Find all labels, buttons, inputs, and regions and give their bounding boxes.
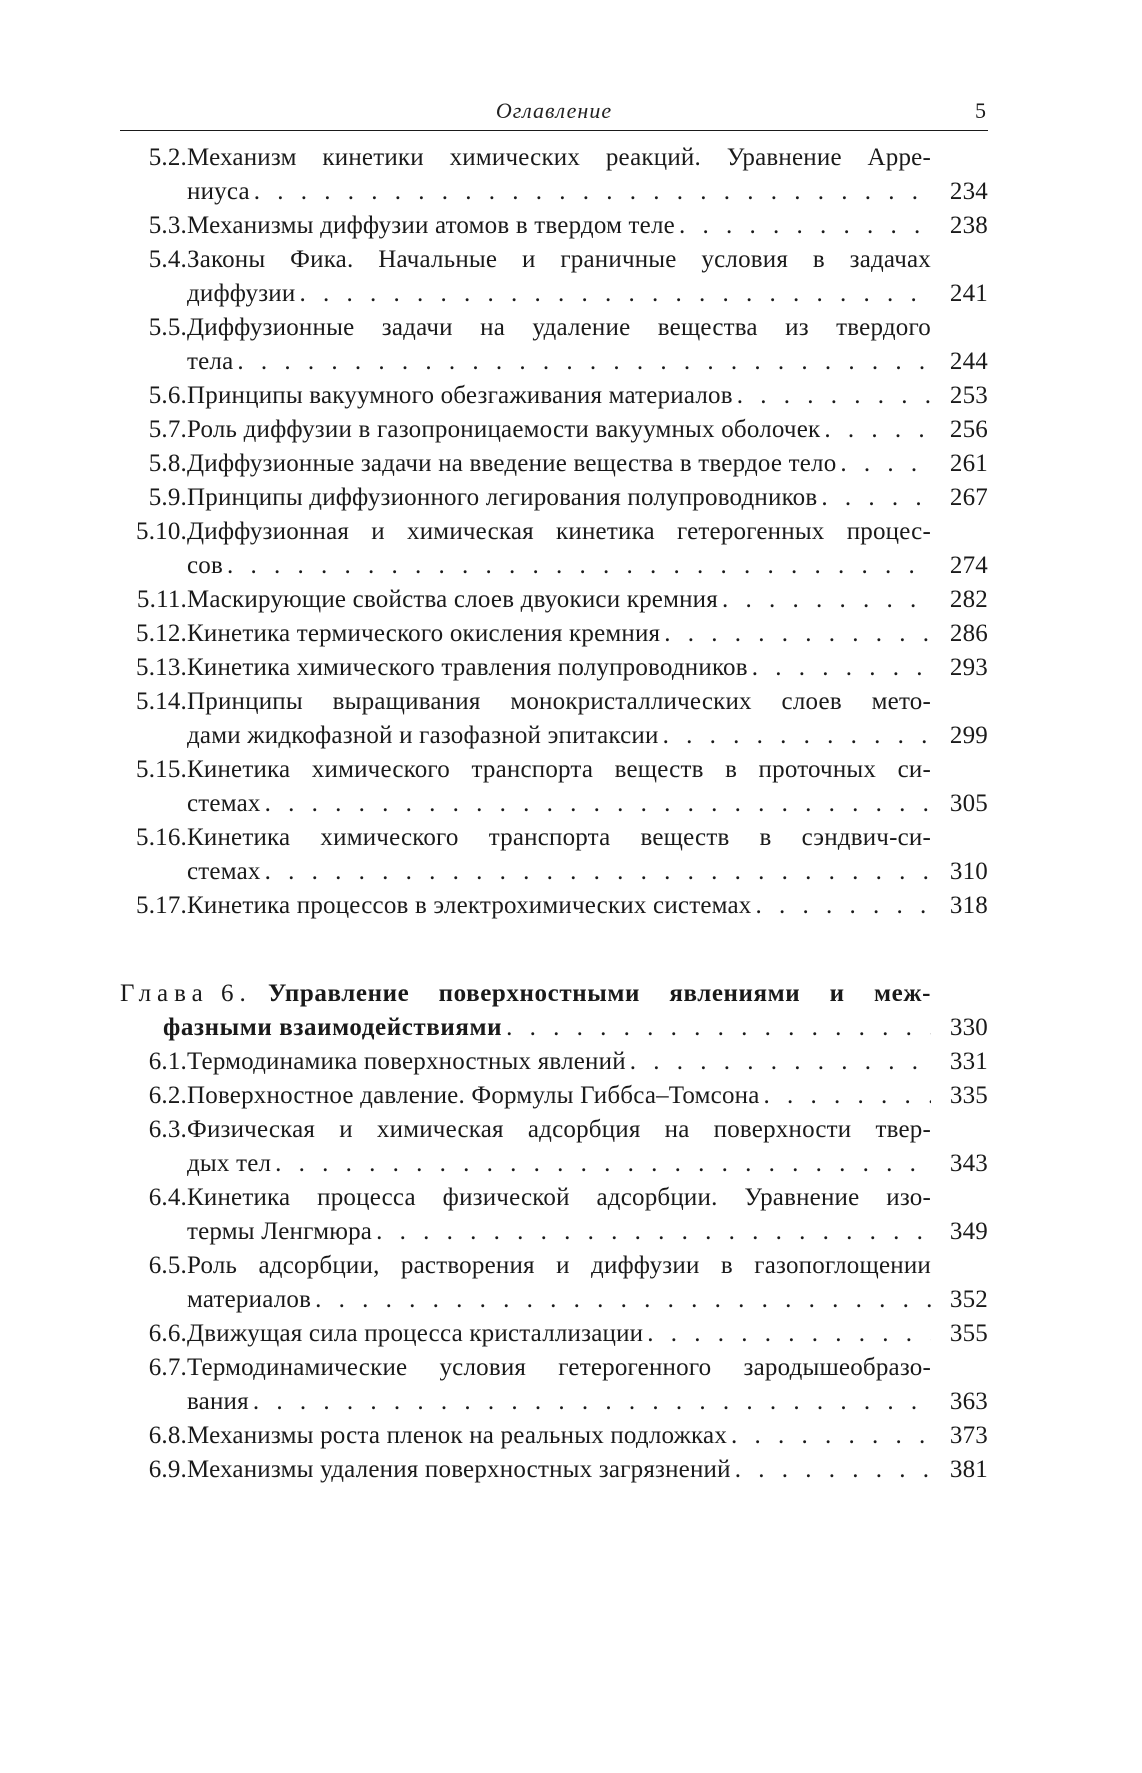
page-reference: 355 xyxy=(949,1320,988,1347)
dot-leader xyxy=(265,857,931,886)
toc-entry-text: материалов xyxy=(187,1286,312,1313)
toc-entry-line xyxy=(187,313,931,347)
toc-entry-line xyxy=(187,347,931,381)
toc-entry-text: Термодинамические условия гетерогенного зародышеобразо- xyxy=(187,1354,931,1381)
section-number: 6.9. xyxy=(148,1456,187,1483)
toc-entry-text: Кинетика химического травления полупроводников xyxy=(187,654,748,681)
toc-entry-text: стемах xyxy=(187,790,261,817)
dot-leader xyxy=(237,347,931,376)
dot-leader xyxy=(630,1047,931,1076)
page-reference: 331 xyxy=(949,1048,988,1075)
running-header-title: Оглавление xyxy=(495,98,613,123)
toc-entry-text: Принципы выращивания монокристаллических слоев мето- xyxy=(187,688,931,715)
page-reference: 330 xyxy=(949,1014,988,1041)
page-reference: 234 xyxy=(949,178,988,205)
toc-entry-line xyxy=(187,721,931,755)
section-number: 5.4. xyxy=(148,246,187,273)
section-number: 6.6. xyxy=(148,1320,187,1347)
toc-entry-text: Кинетика процессов в электрохимических системах xyxy=(187,892,752,919)
page-number: 5 xyxy=(975,98,986,123)
section-number: 5.13. xyxy=(136,654,187,681)
toc-entry-text: Термодинамика поверхностных явлений xyxy=(187,1048,626,1075)
toc-entry-line xyxy=(187,279,931,313)
toc-entry-text: Кинетика химического транспорта веществ в сэндвич-си- xyxy=(187,824,931,851)
dot-leader xyxy=(755,891,931,920)
section-number: 5.2. xyxy=(148,144,187,171)
dot-leader xyxy=(265,789,931,818)
section-number: 6.7. xyxy=(148,1354,187,1381)
page-reference: 373 xyxy=(949,1422,988,1449)
page-reference: 310 xyxy=(949,858,988,885)
page-reference: 335 xyxy=(949,1082,988,1109)
toc-entry-text: Механизмы роста пленок на реальных подложках xyxy=(187,1422,728,1449)
toc-entry-line xyxy=(187,177,931,211)
page-reference: 293 xyxy=(949,654,988,681)
dot-leader xyxy=(663,721,931,750)
page-reference: 349 xyxy=(949,1218,988,1245)
page-reference: 256 xyxy=(949,416,988,443)
section-number: 5.17. xyxy=(136,892,187,919)
toc-entry-text: Движущая сила процесса кристаллизации xyxy=(187,1320,644,1347)
toc-entry-line xyxy=(187,1421,931,1455)
section-number: 5.14. xyxy=(136,688,187,715)
toc-entry-line xyxy=(187,449,931,483)
dot-leader xyxy=(227,551,931,580)
toc-entry-text: Законы Фика. Начальные и граничные условия в задачах xyxy=(187,246,931,273)
toc-entry-line xyxy=(187,1455,931,1489)
section-number: 5.7. xyxy=(148,416,187,443)
page-reference: 274 xyxy=(949,552,988,579)
toc-entry-line xyxy=(187,789,931,823)
toc-entry-text: ниуса xyxy=(187,178,250,205)
toc-entry-text: Механизм кинетики химических реакций. Уравнение Арре- xyxy=(187,144,931,171)
toc-entry-line xyxy=(187,857,931,891)
toc-entry-line xyxy=(187,619,931,653)
running-header xyxy=(120,96,988,131)
toc-entry-line xyxy=(187,1353,931,1387)
section-number: 5.12. xyxy=(136,620,187,647)
toc-entry-line xyxy=(187,211,931,245)
toc-entry-text: Маскирующие свойства слоев двуокиси кремния xyxy=(187,586,718,613)
page-reference: 238 xyxy=(949,212,988,239)
page-reference: 244 xyxy=(949,348,988,375)
toc-entry-text: Физическая и химическая адсорбция на поверхности твер- xyxy=(187,1116,931,1143)
toc-entry-line xyxy=(187,653,931,687)
toc-entry-line xyxy=(187,687,931,721)
toc-entry-text: дых тел xyxy=(187,1150,272,1177)
dot-leader xyxy=(840,449,931,478)
toc-entry-line xyxy=(187,891,931,925)
dot-leader xyxy=(315,1285,931,1314)
toc-entry-line xyxy=(187,1115,931,1149)
toc-entry-text: Кинетика процесса физической адсорбции. Уравнение изо- xyxy=(187,1184,931,1211)
page-reference: 299 xyxy=(949,722,988,749)
toc-entry-line xyxy=(187,551,931,585)
page-reference: 352 xyxy=(949,1286,988,1313)
toc-entry-text: Механизмы диффузии атомов в твердом теле xyxy=(187,212,675,239)
dot-leader xyxy=(275,1149,931,1178)
toc-entry-text: сов xyxy=(187,552,224,579)
section-number: 5.9. xyxy=(148,484,187,511)
toc-entry-line xyxy=(187,823,931,857)
dot-leader xyxy=(254,177,931,206)
toc-entry-text: вания xyxy=(187,1388,249,1415)
toc-entry-text: Поверхностное давление. Формулы Гиббса–Томсона xyxy=(187,1082,760,1109)
toc-entry-line xyxy=(187,143,931,177)
toc-entry-line xyxy=(187,517,931,551)
dot-leader xyxy=(731,1421,931,1450)
chapter-title-text: фазными взаимодействиями xyxy=(163,1014,503,1041)
dot-leader xyxy=(821,483,931,512)
dot-leader xyxy=(737,381,931,410)
page-reference: 363 xyxy=(949,1388,988,1415)
page-reference: 305 xyxy=(949,790,988,817)
toc-entry-line xyxy=(187,1183,931,1217)
toc-entry-line xyxy=(187,1149,931,1183)
dot-leader xyxy=(664,619,931,648)
section-number: 6.5. xyxy=(148,1252,187,1279)
toc-entry-line xyxy=(187,381,931,415)
section-number: 5.15. xyxy=(136,756,187,783)
toc-entry-line xyxy=(187,1319,931,1353)
toc-entry-line xyxy=(187,1047,931,1081)
chapter-title-line xyxy=(163,1013,931,1047)
toc-entry-text: Кинетика термического окисления кремния xyxy=(187,620,661,647)
dot-leader xyxy=(647,1319,931,1348)
dot-leader xyxy=(735,1455,931,1484)
toc-entry-line xyxy=(187,483,931,517)
dot-leader xyxy=(299,279,931,308)
toc-entry-text: Диффузионные задачи на введение вещества в твердое тело xyxy=(187,450,837,477)
toc-entry-text: Диффузионные задачи на удаление вещества из твердого xyxy=(187,314,931,341)
toc-entry-text: дами жидкофазной и газофазной эпитаксии xyxy=(187,722,659,749)
section-number: 6.1. xyxy=(148,1048,187,1075)
toc-entry-text: стемах xyxy=(187,858,261,885)
page-reference: 343 xyxy=(949,1150,988,1177)
section-number: 6.8. xyxy=(148,1422,187,1449)
chapter-label: Глава 6. xyxy=(120,980,252,1007)
toc-entry-line xyxy=(187,1081,931,1115)
toc-entry-text: тела xyxy=(187,348,234,375)
section-number: 5.8. xyxy=(148,450,187,477)
section-number: 5.6. xyxy=(148,382,187,409)
page-reference: 318 xyxy=(949,892,988,919)
chapter-title-line: Управление поверхностными явлениями и меж- xyxy=(268,980,931,1007)
section-number: 5.3. xyxy=(148,212,187,239)
toc-entry-line xyxy=(187,755,931,789)
toc-entry-text: диффузии xyxy=(187,280,296,307)
toc-entry-text: термы Ленгмюра xyxy=(187,1218,373,1245)
section-number: 6.4. xyxy=(148,1184,187,1211)
page-reference: 261 xyxy=(949,450,988,477)
page-reference: 381 xyxy=(949,1456,988,1483)
page-reference: 267 xyxy=(949,484,988,511)
toc-entry-line xyxy=(187,585,931,619)
toc-entry-line xyxy=(187,245,931,279)
page-reference: 282 xyxy=(949,586,988,613)
toc-entry-text: Роль диффузии в газопроницаемости вакуумных оболочек xyxy=(187,416,821,443)
page-reference: 241 xyxy=(949,280,988,307)
dot-leader xyxy=(824,415,931,444)
toc-entry-text: Диффузионная и химическая кинетика гетерогенных процес- xyxy=(187,518,931,545)
dot-leader xyxy=(506,1013,931,1042)
toc-entry-line xyxy=(187,415,931,449)
toc-entry-line xyxy=(187,1251,931,1285)
dot-leader xyxy=(679,211,931,240)
section-number: 6.3. xyxy=(148,1116,187,1143)
toc-entry-text: Роль адсорбции, растворения и диффузии в газопоглощении xyxy=(187,1252,931,1279)
page-reference: 286 xyxy=(949,620,988,647)
toc-entry-text: Принципы вакуумного обезгаживания материалов xyxy=(187,382,733,409)
toc-entry-text: Механизмы удаления поверхностных загрязнений xyxy=(187,1456,731,1483)
toc-entry-line xyxy=(187,1285,931,1319)
toc-entry-line xyxy=(187,1387,931,1421)
toc-entry-text: Принципы диффузионного легирования полупроводников xyxy=(187,484,818,511)
dot-leader xyxy=(253,1387,931,1416)
section-number: 5.16. xyxy=(136,824,187,851)
dot-leader xyxy=(376,1217,931,1246)
dot-leader xyxy=(752,653,931,682)
dot-leader xyxy=(764,1081,931,1110)
section-number: 6.2. xyxy=(148,1082,187,1109)
section-number: 5.11. xyxy=(136,586,187,613)
section-number: 5.10. xyxy=(136,518,187,545)
section-number: 5.5. xyxy=(148,314,187,341)
toc-entry-line xyxy=(187,1217,931,1251)
dot-leader xyxy=(722,585,931,614)
toc-entry-text: Кинетика химического транспорта веществ в проточных си- xyxy=(187,756,931,783)
page-reference: 253 xyxy=(949,382,988,409)
